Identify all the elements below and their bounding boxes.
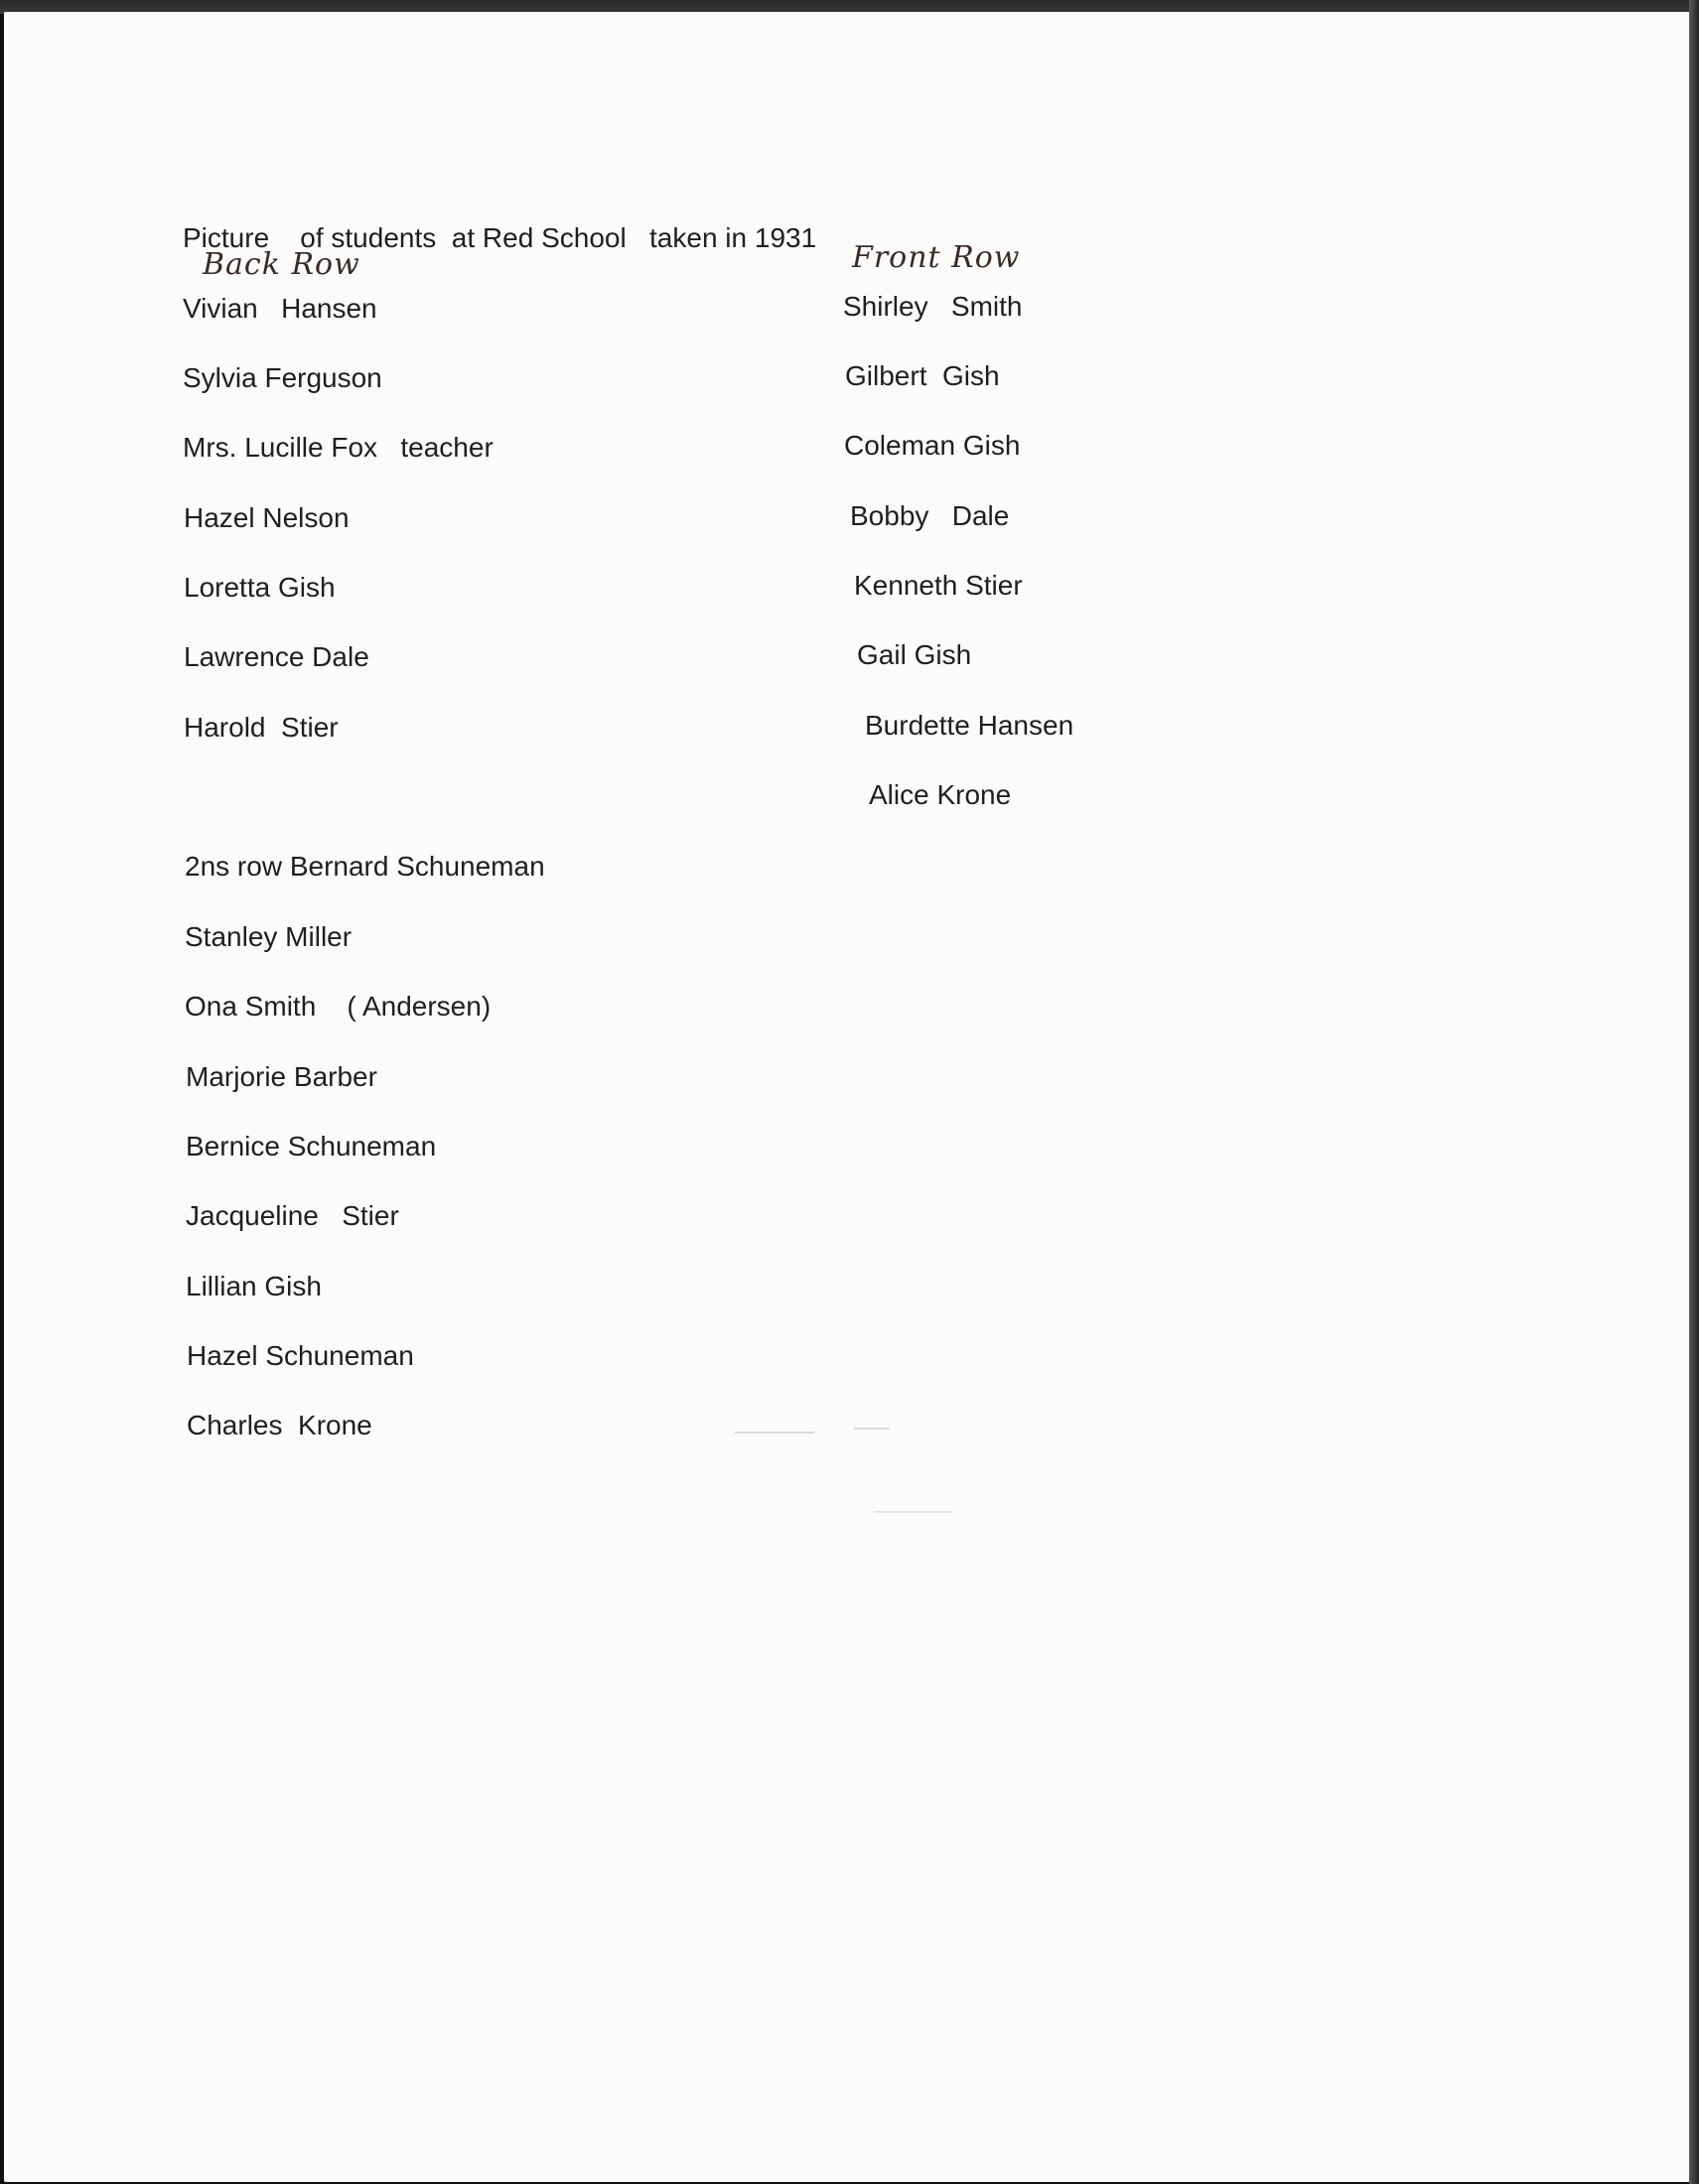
front-row-name: Coleman Gish: [844, 430, 1021, 461]
back-row-name: Lawrence Dale: [184, 641, 369, 672]
front-row-name: Gilbert Gish: [845, 360, 1000, 391]
scan-right-border: [1689, 0, 1699, 2184]
scan-mark: [854, 1428, 890, 1430]
front-row-name: Burdette Hansen: [865, 710, 1074, 741]
back-row-name: Mrs. Lucille Fox teacher: [183, 432, 494, 463]
second-row-name: Charles Krone: [187, 1410, 372, 1440]
front-row-name: Kenneth Stier: [854, 570, 1023, 601]
back-row-name: Vivian Hansen: [183, 293, 377, 324]
second-row-name: Lillian Gish: [186, 1271, 322, 1301]
front-row-name: Gail Gish: [857, 639, 972, 670]
second-row-name: Marjorie Barber: [186, 1061, 377, 1092]
back-row-name: Sylvia Ferguson: [183, 362, 382, 393]
second-row-name: Ona Smith ( Andersen): [185, 991, 492, 1022]
scan-mark: [874, 1511, 953, 1513]
second-row-name: Jacqueline Stier: [186, 1200, 399, 1231]
front-row-name: Alice Krone: [869, 779, 1012, 810]
second-row-name: Hazel Schuneman: [187, 1340, 414, 1371]
second-row-name: 2ns row Bernard Schuneman: [185, 851, 545, 882]
front-row-name: Bobby Dale: [850, 500, 1010, 531]
back-row-handwritten-label: Back Row: [203, 247, 360, 282]
scan-mark: [735, 1432, 814, 1433]
back-row-name: Hazel Nelson: [184, 502, 350, 533]
back-row-name: Loretta Gish: [184, 572, 336, 603]
second-row-name: Bernice Schuneman: [186, 1131, 437, 1161]
front-row-handwritten-label: Front Row: [852, 240, 1021, 275]
second-row-name: Stanley Miller: [185, 921, 353, 952]
page-heading: Picture of students at Red School taken in 1931: [183, 222, 817, 253]
back-row-name: Harold Stier: [184, 712, 339, 743]
front-row-name: Shirley Smith: [843, 291, 1023, 322]
paper-sheet: [4, 12, 1692, 2182]
